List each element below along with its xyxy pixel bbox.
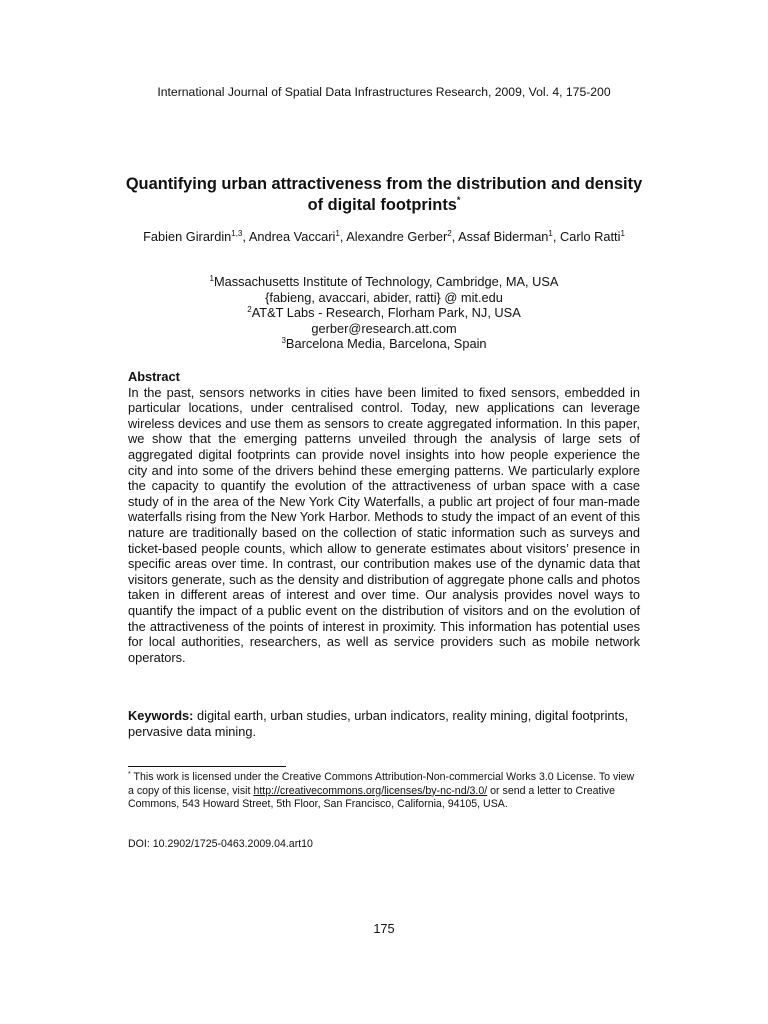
author-name: Fabien Girardin	[143, 229, 232, 244]
author-name: Carlo Ratti	[560, 229, 621, 244]
affiliation-att-email: gerber@research.att.com	[311, 320, 457, 336]
paper-title-text: Quantifying urban attractiveness from the distribution and density of digital footprints	[125, 175, 643, 214]
paper-title	[120, 174, 648, 216]
author-affiliation-mark: 1	[548, 229, 553, 238]
affiliation-mark: 1	[209, 274, 214, 283]
footnote-text-continued: or send a letter to Creative Commons, 543 Howard Street, 5th Floor, San Francisco, California, 94105, USA.	[128, 784, 615, 811]
affiliation-name: Barcelona Media, Barcelona, Spain	[285, 336, 487, 352]
title-footnote-marker: *	[456, 195, 461, 205]
author-affiliation-mark: 1	[335, 229, 340, 238]
license-link[interactable]: http://creativecommons.org/licenses/by-nc-nd/3.0/	[253, 784, 488, 797]
author-name: Assaf Biderman	[458, 229, 549, 244]
footnote-text: This work is licensed under the Creative Commons Attribution-Non-commercial Works 3.0 License. To view a copy of this license, visit	[128, 771, 635, 797]
author-name: Alexandre Gerber	[346, 229, 448, 244]
doi: DOI: 10.2902/1725-0463.2009.04.art10	[128, 838, 313, 850]
author-name: Andrea Vaccari	[248, 229, 336, 244]
running-header: International Journal of Spatial Data Infrastructures Research, 2009, Vol. 4, 175-200	[157, 85, 611, 99]
affiliation-name: AT&T Labs - Research, Florham Park, NJ, USA	[251, 305, 521, 321]
keywords-text: digital earth, urban studies, urban indicators, reality mining, digital footprints, pervasive data mining.	[128, 708, 629, 739]
affiliation-mark: 2	[247, 305, 252, 315]
affiliation-mit	[120, 274, 648, 290]
abstract-body: In the past, sensors networks in cities have been limited to fixed sensors, embedded in particular locations, under centralised control. Today, new applications can leverage wireless devices and use them as sensors to create aggregated information. In this paper, we show that the emerging patterns unveiled through the analysis of large sets of aggregated digital footprints can provide novel insights into how people experience the city and into some of the drivers behind these emerging patterns. We particularly explore the capacity to quantify the evolution of the attractiveness of urban space with a case study of in the area of the New York City Waterfalls, a public art project of four man-made waterfalls rising from the New York Harbor. Methods to study the impact of an event of this nature are traditionally based on the collection of static information such as surveys and ticket-based people counts, which allow to generate estimates about visitors’ presence in specific areas over time. In contrast, our contribution makes use of the dynamic data that visitors generate, such as the density and distribution of aggregate phone calls and photos taken in different areas of interest and over time. Our analysis provides novel ways to quantify the impact of a public event on the distribution of visitors and on the evolution of the attractiveness of the points of interest in proximity. This information has potential uses for local authorities, researchers, as well as service providers such as mobile network operators.	[128, 384, 640, 665]
page-number: 175	[373, 921, 395, 936]
author-affiliation-mark: 2	[447, 229, 452, 238]
affiliation-att	[120, 305, 648, 321]
affiliation-mark: 3	[281, 336, 286, 346]
affiliations	[120, 274, 648, 352]
affiliation-mit-email: {fabieng, avaccari, abider, ratti} @ mit.edu	[265, 289, 503, 305]
abstract-heading: Abstract	[128, 369, 180, 384]
abstract-section	[128, 369, 640, 665]
keywords-label: Keywords:	[128, 708, 194, 723]
affiliation-barcelona	[120, 336, 648, 352]
author-affiliation-mark: 1,3	[231, 229, 243, 238]
affiliation-name: Massachusetts Institute of Technology, Cambridge, MA, USA	[213, 274, 559, 289]
author-affiliation-mark: 1	[620, 229, 625, 238]
license-footnote	[128, 771, 640, 812]
author-list: Fabien Girardin$^{1,3}$, Andrea Vaccari$^1$, Alexandre Gerber$^2$, Assaf Biderman$^1$, Carlo Ratti$^1$	[143, 229, 625, 244]
footnote-marker: *	[128, 771, 131, 778]
footnote-divider	[128, 766, 286, 767]
keywords	[128, 708, 640, 739]
